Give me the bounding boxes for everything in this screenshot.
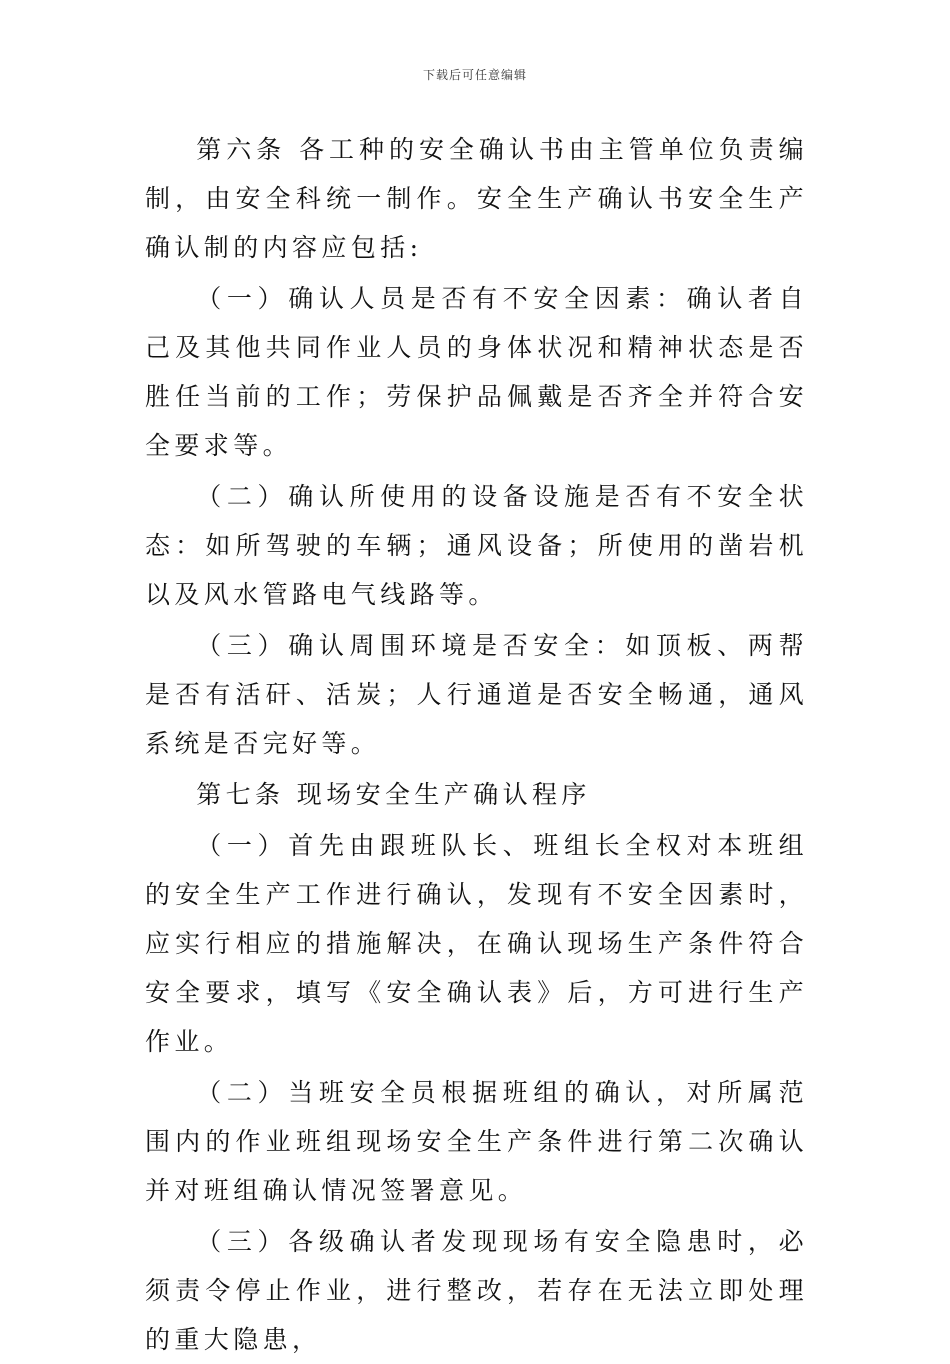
document-body [145,125,808,1364]
paragraph-article-7: 第七条 现场安全生产确认程序 [196,780,591,809]
paragraph-item-1: （一）确认人员是否有不安全因素：确认者自己及其他共同作业人员的身体状况和精神状态是否胜任当前的工作；劳保护品佩戴是否齐全并符合安全要求等。 [145,284,808,460]
paragraph-item-3: （三）确认周围环境是否安全：如顶板、两帮是否有活矸、活炭；人行通道是否安全畅通，通风系统是否完好等。 [145,631,808,758]
paragraph-procedure-1: （一）首先由跟班队长、班组长全权对本班组的安全生产工作进行确认，发现有不安全因素时，应实行相应的措施解决，在确认现场生产条件符合安全要求，填写《安全确认表》后，方可进行生产作业。 [145,831,808,1056]
paragraph-procedure-3: （三）各级确认者发现现场有安全隐患时，必须责令停止作业，进行整改，若存在无法立即处理的重大隐患， [145,1227,808,1354]
paragraph-procedure-2: （二）当班安全员根据班组的确认，对所属范围内的作业班组现场安全生产条件进行第二次确认并对班组确认情况签署意见。 [145,1078,808,1205]
paragraph-item-2: （二）确认所使用的设备设施是否有不安全状态：如所驾驶的车辆；通风设备；所使用的凿岩机以及风水管路电气线路等。 [145,482,808,609]
paragraph-article-6: 第六条 各工种的安全确认书由主管单位负责编制，由安全科统一制作。安全生产确认书安全生产确认制的内容应包括: [145,135,808,262]
header-note: 下载后可任意编辑 [422,68,527,82]
